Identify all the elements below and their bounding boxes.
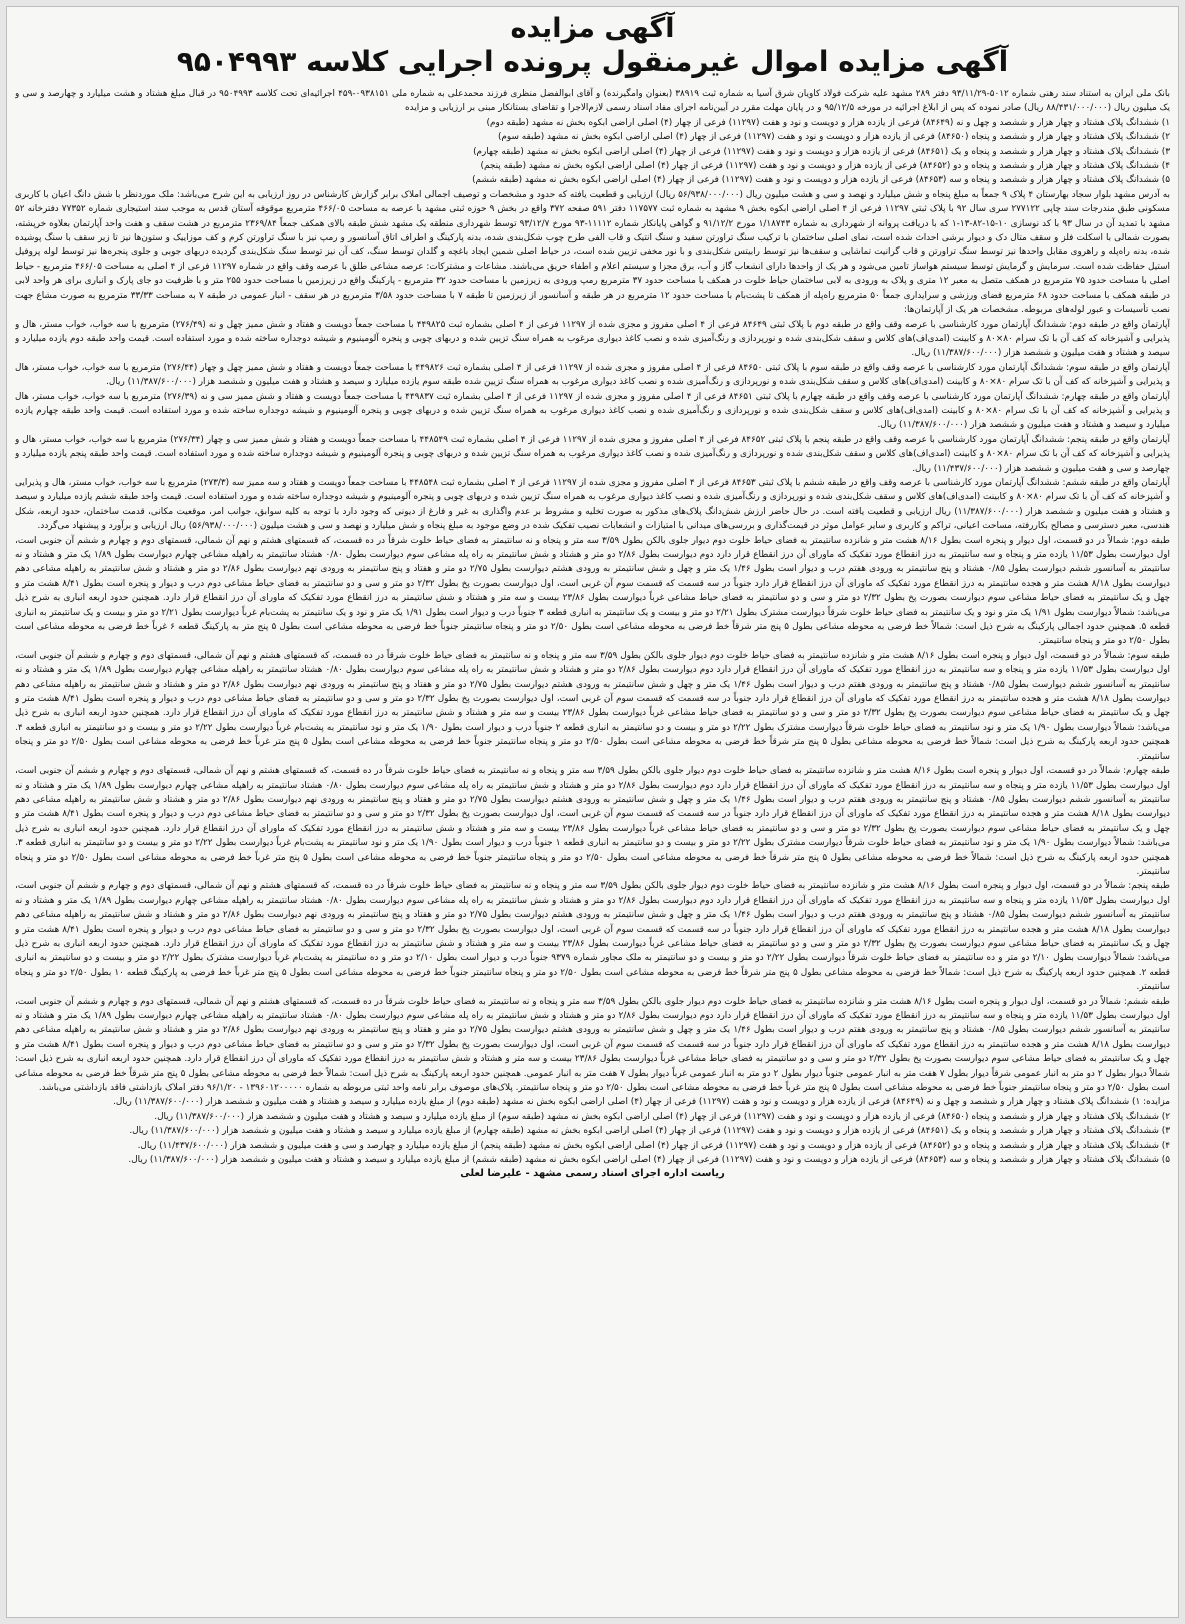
paragraph: آپارتمان واقع در طبقه ششم: ششدانگ آپارتمان مورد کارشناسی با عرصه وقف واقع در طبقه ششم با پلاک ثبتی ۸۴۶۵۳ فرعی از ۴ اصلی مفروز و مجزی شده از ۱۱۲۹۷ فرعی از ۴ اصلی بشماره ثبت ۴۴۸۵۴۸ با مساحت جمعاً دویست و هفتاد و سه ممیز سه (۲۷۳/۳) مترمربع با سه خواب، خواب مستر، هال و پذیرایی و آشپزخانه که کف آن با تک سرام ۸۰×۸۰ و کابینت (امدی‌اف)‌های کلاس و سقف شکل‌بندی شده و نورپردازی و رنگ‌آمیزی شده و نصب کاغذ دیواری مرغوب به همراه سنگ تزیین شده و دربهای چوبی و پنجره آلومینیوم و شیشه دوجداره ساخته شده و مورد استفاده است. قیمت واحد طبقه ششم یازده میلیارد و سیصد و هشتاد و هفت میلیون و ششصد هزار (۱۱/۳۸۷/۶۰۰/۰۰۰) ریال ارزیابی و قطعیت یافته است. در حال حاضر ارزش شش‌دانگ پلاک‌های مذکور به صورت تخلیه و مشروط بر عدم واگذاری به غیر و فارغ از دیونی که وجود دارد با توجه به کلیه سوابق، جوانب امر، موقعیت مکانی، قدمت ساختمان، حدود اربعه، شکل هندسی، معبر دسترسی و مصالح بکاررفته، مساحت اعیانی، تراکم و کاربری و سایر عوامل موثر در قیمت‌گذاری و بررسی‌های میدانی با امتیازات و انشعابات نصیب تفکیک شده در وضع موجود به مبلغ پنجاه و شش میلیارد و نهصد و سی و هشت میلیون (۵۶/۹۳۸/۰۰۰/۰۰۰) ریال ارزیابی و برآورد و پیشنهاد می‌گردد. (15, 477, 1170, 532)
paragraph: ۴) ششدانگ پلاک هشتاد و چهار هزار و ششصد و پنجاه و دو (۸۴۶۵۲) فرعی از یازده هزار و دویست و نود و هفت (۱۱۲۹۷) فرعی از چهار (۴) اصلی اراضی ابکوه بخش نه مشهد (طبقه پنجم) (480, 161, 1170, 172)
paragraph: ۱) ششدانگ پلاک هشتاد و چهار هزار و ششصد و چهل و نه (۸۴۶۴۹) فرعی از یازده هزار و دویست و نود و هفت (۱۱۲۹۷) فرعی از چهار (۴) اصلی اراضی ابکوه بخش نه مشهد (طبقه دوم) (486, 117, 1170, 128)
paragraph: ۵) ششدانگ پلاک هشتاد و چهار هزار و ششصد و پنجاه و سه (۸۴۶۵۳) فرعی از یازده هزار و دویست و نود و هفت (۱۱۲۹۷) فرعی از چهار (۴) اصلی اراضی ابکوه بخش نه مشهد (طبقه ششم) (472, 175, 1170, 186)
paragraph: ۴) ششدانگ پلاک هشتاد و چهار هزار و ششصد و پنجاه و دو (۸۴۶۵۲) فرعی از یازده هزار و دویست و نود و هفت (۱۱۲۹۷) فرعی از چهار (۴) اصلی اراضی ابکوه بخش نه مشهد (طبقه پنجم) از مبلغ یازده میلیارد و چهارصد و سی و هفت میلیون و ششصد هزار (۱۱/۴۳۷/۶۰۰/۰۰۰) ریال. (137, 1140, 1170, 1151)
paragraph: آپارتمان واقع در طبقه دوم: ششدانگ آپارتمان مورد کارشناسی با عرصه وقف واقع در طبقه دوم با پلاک ثبتی ۸۴۶۴۹ فرعی از ۴ اصلی مفروز و مجزی شده از ۱۱۲۹۷ فرعی از ۴ اصلی بشماره ثبت ۴۴۹۸۲۵ با مساحت جمعاً دویست و هفتاد و شش ممیز چهل و نه (۲۷۶/۴۹) مترمربع با سه خواب، خواب مستر، هال و پذیرایی و آشپزخانه که کف آن با تک سرام ۸۰×۸۰ و کابینت (امدی‌اف)‌های کلاس و سقف شکل‌بندی شده و نورپردازی و رنگ‌آمیزی شده و نصب کاغذ دیواری مرغوب به همراه سنگ تزیین شده و دربهای چوبی و پنجره آلومینیوم و شیشه دوجداره ساخته شده و مورد استفاده است. قیمت واحد طبقه دوم یازده میلیارد و سیصد و هشتاد و هفت میلیون و ششصد هزار (۱۱/۳۸۷/۶۰۰/۰۰۰) ریال. (15, 319, 1170, 359)
paragraph: به آدرس مشهد بلوار سجاد بهارستان ۴ پلاک ۹ جمعاً به مبلغ پنجاه و شش میلیارد و نهصد و سی و هشت میلیون ریال (۵۶/۹۳۸/۰۰۰/۰۰۰ ریال) ارزیابی و قطعیت یافته که حدود و مشخصات و توصیف اجمالی املاک برابر گزارش کارشناس در روز ارزیابی به این شرح می‌باشد: ملک موردنظر با شش دانگ اعیان با کاربری مسکونی طبق مندرجات سند چاپی ۲۷۷۱۲۲ سری سال ۹۲ با پلاک ثبتی ۱۱۲۹۷ فرعی از ۴ اصلی اراضی ابکوه بخش ۹ مشهد به شماره ثبت ۱۱۷۵۷۷ دفتر ۵۹۱ صفحه ۳۷۲ واقع در بخش ۹ حوزه ثبتی مشهد با عرصه به مساحت ۴۶۶/۰۵ مترمربع موقوفه آستان قدس به موجب سند استیجاری شماره ۷۷۳۵۲ دفترخانه ۵۲ مشهد با تمدید آن در سال ۹۳ با کد نوسازی ۱۰-۱۵-۸۲-۱۳-۱ که با دریافت پروانه از شهرداری به شماره ۱/۱۸۷۴۳ مورخ ۹۱/۱۲/۲ و گواهی پایانکار شماره ۱۱۱۱۲-۹۳ مورخ ۹۳/۱۲/۷ توسط شهرداری منطقه یک مشهد شش طبقه بالای همکف جمعاً ۲۳۶۹/۸۴ مترمربع در هشت سقف و هفت واحد آپارتمان بعلاوه خرپشته، بصورت شمالی با اسکلت فلز و سقف متال دک و دیوار برشی احداث شده است، نمای اصلی ساختمان با ترکیب سنگ تراورتن سفید و سنگ انتیک و قاب الفی طرح چوب شکل‌بندی شده، بدنه پارکینگ و اطراف اتاق آسانسور و رمپ نیز با سنگ تراورتن کرم و کف موزاییک و ستون‌ها نیز تا زیر سقف با سنگ پوشیده شده، بدنه راه‌پله و راهروی مقابل واحدها نیز توسط سنگ تراورتن و قاب گرانیت تماشایی و سقف‌ها نیز توسط رابیتس شکل‌بندی و با نور مخفی تزیین شده است، در حیاط اصلی شمین ایجاد باغچه و گلدان توسط سنگ، کف آن نیز توسط سنگ شکل‌بندی گردیده دربهای جوبی و جلوی پنجره‌ها نیز توسط لوله پروفیل استیل حفاظت شده است. سرمایش و گرمایش توسط سیستم هواساز تامین می‌شود و هر یک از واحدها دارای انشعاب گاز و آب، برق مجزا و سیستم اعلام و اطفاء حریق می‌باشند. مشاعات و مشترکات: عرصه مشاعی طلق با عرصه وقف واقع در شماره ۱۱۲۹۷ فرعی از ۴ اصلی به مساحت ۴۶۶/۰۵ مترمربع - حیاط اصلی با مساحت حدود ۷۵ مترمربع در همکف متصل به معبر ۱۲ متری و پلاک به ورودی به لابی ساختمان حیاط خلوت در همکف با مساحت حدود ۳۷ مترمربع رمپ ورودی به زیرزمین با مساحت حدود ۳۲ مترمربع - پارکینگ واقع در زیرزمین با مساحت حدود ۲۵۵ متر و با ظرفیت دو جای پارک و انباری برای هر واحد لابی در طبقه همکف با مساحت حدود ۶۸ مترمربع فضای ورزشی و سرایداری جمعاً ۵۰ مترمربع راه‌پله از همکف تا پشت‌بام با مساحت حدود ۱۲ مترمربع در هر طبقه و آسانسور از زیرزمین تا طبقه ۷ با مساحت حدود ۳/۵۸ مترمربع در هر سقف - انبار عمومی در طبقه ۷ به مساحت ۳۳/۳۳ مترمربع به صورت مشاع جهت نصب تأسیسات و عبور لوله‌های مربوطه. مشخصات هر یک از آپارتمان‌ها: (15, 189, 1170, 316)
paragraph: طبقه چهارم: شمالاً در دو قسمت، اول دیوار و پنجره است بطول ۸/۱۶ هشت متر و شانزده سانتیمتر به فضای حیاط خلوت دوم دیوار جلوی بالکن بطول ۳/۵۹ سه متر و پنجاه و نه سانتیمتر به فضای حیاط خلوت شرقاً در ده قسمت، که قسمتهای هشتم و نهم آن شمالی، قسمتهای دوم و چهارم و ششم آن جنوبی است، اول دیوارست بطول ۱۱/۵۳ یازده متر و پنجاه و سه سانتیمتر به درز انقطاع مورد تفکیک که ماورای آن درز انقطاع قرار دارد دوم دیوارست بطول ۲/۸۶ دو متر و هشتاد و شش سانتیمتر به راه پله مشاعی سوم دیوارست بطول ۰/۸۰ هشتاد سانتیمتر به راهپله مشاعی چهارم دیوارست بطول ۱/۸۹ یک متر و هشتاد و نه سانتیمتر به آسانسور ششم دیوارست بطول ۰/۸۵ هشتاد و پنج سانتیمتر به ورودی هفتم درب و دیوار است بطول ۱/۴۶ یک متر و چهل و شش سانتیمتر به ورودی هشتم دیوارست بطول ۲/۷۵ دو متر و هفتاد و پنج سانتیمتر به ورودی نهم دیوارست بطول ۲/۸۶ دو متر و هشتاد و شش سانتیمتر به راهپله مشاعی دهم دیوارست بطول ۸/۱۸ هشت متر و هجده سانتیمتر به درز انقطاع مورد تفکیک که ماورای آن درز انقطاع قرار دارد جنوباً در سه قسمت که قسمت سوم آن غربی است، اول دیوارست بصورت پخ بطول ۲/۳۲ دو متر و سی و دو سانتیمتر به فضای حیاط مشاعی دوم درب و دیوار و پنجره است بطول ۸/۴۱ هشت متر و چهل و یک سانتیمتر به فضای حیاط مشاعی سوم دیوارست بصورت پخ بطول ۲/۳۲ دو متر و سی و دو سانتیمتر به فضای حیاط مشاعی غرباً دیوارست بطول ۲۳/۸۶ بیست و سه متر و هشتاد و شش سانتیمتر به درز انقطاع مورد تفکیک که ماورای آن درز انقطاع قرار دارد. همچنین حدود اربعه انباری به شرح ذیل می‌باشد: شمالاً دیوارست بطول ۱/۹۰ یک متر و نود سانتیمتر به فضای حیاط خلوت شرقاً دیوارست مشترک بطول ۲/۲۲ دو متر و بیست و دو سانتیمتر به انباری قطعه ۱ جنوباً درب و دیوار است بطول ۱/۹۰ یک متر و نود سانتیمتر به پشت‌بام غرباً دیوارست بطول ۲/۲۲ دو متر و بیست و دو سانتیمتر به انباری قطعه ۳. همچنین حدود اربعه پارکینگ به شرح ذیل است: شمالاً خط فرضی به محوطه مشاعی بطول ۵ پنج متر شرقاً خط فرضی به محوطه مشاعی است بطول ۲/۵۰ دو متر و پنجاه سانتیمتر جنوباً خط فرضی به محوطه مشاعی است بطول ۵ پنج متر غرباً خط فرضی به محوطه مشاعی است بطول ۲/۵۰ دو متر و پنجاه سانتیمتر. (15, 766, 1170, 877)
paragraph: طبقه پنجم: شمالاً در دو قسمت، اول دیوار و پنجره است بطول ۸/۱۶ هشت متر و شانزده سانتیمتر به فضای حیاط خلوت دوم دیوار جلوی بالکن بطول ۳/۵۹ سه متر و پنجاه و نه سانتیمتر به فضای حیاط خلوت شرقاً در ده قسمت، که قسمتهای هشتم و نهم آن شمالی، قسمتهای دوم و چهارم و ششم آن جنوبی است، اول دیوارست بطول ۱۱/۵۳ یازده متر و پنجاه و سه سانتیمتر به درز انقطاع مورد تفکیک که ماورای آن درز انقطاع قرار دارد دوم دیوارست بطول ۲/۸۶ دو متر و هشتاد و شش سانتیمتر به راه پله مشاعی سوم دیوارست بطول ۰/۸۰ هشتاد سانتیمتر به راهپله مشاعی چهارم دیوارست بطول ۱/۸۹ یک متر و هشتاد و نه سانتیمتر به آسانسور ششم دیوارست بطول ۰/۸۵ هشتاد و پنج سانتیمتر به ورودی هفتم درب و دیوار است بطول ۱/۴۶ یک متر و چهل و شش سانتیمتر به ورودی هشتم دیوارست بطول ۲/۷۵ دو متر و هفتاد و پنج سانتیمتر به ورودی نهم دیوارست بطول ۲/۸۶ دو متر و هشتاد و شش سانتیمتر به راهپله مشاعی دهم دیوارست بطول ۸/۱۸ هشت متر و هجده سانتیمتر به درز انقطاع مورد تفکیک که ماورای آن درز انقطاع قرار دارد جنوباً در سه قسمت که قسمت سوم آن غربی است، اول دیوارست بصورت پخ بطول ۲/۳۲ دو متر و سی و دو سانتیمتر به فضای حیاط مشاعی دوم درب و دیوار و پنجره است بطول ۸/۴۱ هشت متر و چهل و یک سانتیمتر به فضای حیاط مشاعی سوم دیوارست بصورت پخ بطول ۲/۳۲ دو متر و سی و دو سانتیمتر به فضای حیاط مشاعی غرباً دیوارست بطول ۲۳/۸۶ بیست و سه متر و هشتاد و شش سانتیمتر به درز انقطاع مورد تفکیک که ماورای آن درز انقطاع قرار دارد. همچنین حدود اربعه انباری به شرح ذیل می‌باشد: شمالاً دیوارست بطول ۲/۱۰ دو متر و ده سانتیمتر به فضای حیاط خلوت شرقاً دیوارست بطول ۲/۲۲ دو متر و بیست و دو سانتیمتر به ملک مجاور شماره ۹۳۷۹ جنوباً درب و دیوار است بطول ۲/۱۰ دو متر و ده سانتیمتر به پشت‌بام غرباً دیوارست مشترک بطول ۲/۲۲ دو متر و بیست و دو سانتیمتر به انباری قطعه ۲. همچنین حدود اربعه پارکینگ به شرح ذیل است: شمالاً خط فرضی به محوطه مشاعی بطول ۵ پنج متر شرقاً خط فرضی به محوطه مشاعی است بطول ۲/۵۰ دو متر و پنجاه سانتیمتر جنوباً خط فرضی به محوطه مشاعی است بطول ۵ پنج متر غرباً خط فرضی به پارکینگ قطعه ۱۰ بطول ۲/۵۰ دو متر و پنجاه سانتیمتر. (15, 881, 1170, 993)
paragraph: مزایده: ۱) ششدانگ پلاک هشتاد و چهار هزار و ششصد و چهل و نه (۸۴۶۴۹) فرعی از یازده هزار و دویست و نود و هفت (۱۱۲۹۷) فرعی از چهار (۴) اصلی اراضی ابکوه بخش نه مشهد (طبقه دوم) از مبلغ یازده میلیارد و سیصد و هشتاد و هفت میلیون و ششصد هزار (۱۱/۳۸۷/۶۰۰/۰۰۰) ریال. (113, 1097, 1170, 1108)
paragraph: ۳) ششدانگ پلاک هشتاد و چهار هزار و ششصد و پنجاه و یک (۸۴۶۵۱) فرعی از یازده هزار و دویست و نود و هفت (۱۱۲۹۷) فرعی از چهار (۴) اصلی اراضی ابکوه بخش نه مشهد (طبقه چهارم) (473, 146, 1170, 157)
paragraph: آپارتمان واقع در طبقه سوم: ششدانگ آپارتمان مورد کارشناسی با عرصه وقف واقع در طبقه سوم با پلاک ثبتی ۸۴۶۵۰ فرعی از ۴ اصلی مفروز و مجزی شده از ۱۱۲۹۷ فرعی از ۴ اصلی بشماره ثبت ۴۴۹۸۲۶ با مساحت جمعاً دویست و هفتاد و شش ممیز چهل و چهار (۲۷۶/۴۴) مترمربع با سه خواب، خواب مستر، هال و پذیرایی و آشپزخانه که کف آن با تک سرام ۸۰×۸۰ و کابینت (امدی‌اف)‌های کلاس و سقف شکل‌بندی شده و نورپردازی و رنگ‌آمیزی شده و نصب کاغذ دیواری مرغوب به همراه سنگ تزیین شده طبقه سوم یازده میلیارد و سیصد و هشتاد و هفت میلیون و ششصد هزار (۱۱/۳۸۷/۶۰۰/۰۰۰) ریال. (15, 362, 1170, 388)
paragraph: بانک ملی ایران به استناد سند رهنی شماره ۵۰۱۲-۹۳/۱۱/۲۹ دفتر ۲۸۹ مشهد علیه شرکت فولاد کاویان شرق آسیا به شماره ثبت ۳۸۹۱۹ (بعنوان وامگیرنده) و آقای ابوالفضل منظری فرزند محمدعلی به شماره ملی ۰۹۳۸۱۵۱-۴۵۹ اجرائیه‌ای تحت کلاسه ۹۵۰۴۹۹۳ در قبال مبلغ هشتاد و هشت میلیارد و چهارصد و سی و یک میلیون ریال (۸۸/۴۳۱/۰۰۰/۰۰۰ ریال) صادر نموده که پس از ابلاغ اجرائیه در مورخه ۹۵/۱۲/۵ و در پایان مهلت مقرر در آیین‌نامه اجرای مفاد اسناد رسمی لازم‌الاجرا و تقاضای بستانکار مبنی بر ارزیابی و مزایده (15, 89, 1170, 114)
notice-body (15, 87, 1170, 1611)
paragraph: ۲) ششدانگ پلاک هشتاد و چهار هزار و ششصد و پنجاه (۸۴۶۵۰) فرعی از یازده هزار و دویست و نود و هفت (۱۱۲۹۷) فرعی از چهار (۴) اصلی اراضی ابکوه بخش نه مشهد (طبقه سوم) (497, 132, 1170, 143)
paragraph: آپارتمان واقع در طبقه چهارم: ششدانگ آپارتمان مورد کارشناسی با عرصه وقف واقع در طبقه چهارم با پلاک ثبتی ۸۴۶۵۱ فرعی از ۴ اصلی مفروز و مجزی شده از ۱۱۲۹۷ فرعی از ۴ اصلی بشماره ثبت ۴۴۹۸۳۷ با مساحت جمعاً دویست و هفتاد و شش ممیز سی و نه (۲۷۶/۳۹) مترمربع با سه خواب، خواب مستر، هال و پذیرایی و آشپزخانه که کف آن با تک سرام ۸۰×۸۰ و کابینت (امدی‌اف)‌های کلاس و سقف شکل‌بندی شده و نورپردازی و رنگ‌آمیزی شده و نصب کاغذ دیواری مرغوب به همراه سنگ تزیین شده و دربهای چوبی و پنجره آلومینیوم و شیشه دوجداره ساخته شده و مورد استفاده است. قیمت واحد طبقه چهارم یازده میلیارد و سیصد و هشتاد و هفت میلیون و ششصد هزار (۱۱/۳۸۷/۶۰۰/۰۰۰) ریال. (15, 391, 1170, 431)
paragraph: طبقه دوم: شمالاً در دو قسمت، اول دیوار و پنجره است بطول ۸/۱۶ هشت متر و شانزده سانتیمتر به فضای حیاط خلوت دوم دیوار جلوی بالکن بطول ۳/۵۹ سه متر و پنجاه و نه سانتیمتر به فضای حیاط خلوت شرقاً در ده قسمت، که قسمتهای هشتم و نهم آن شمالی، قسمتهای دوم و چهارم و ششم آن جنوبی است، اول دیوارست بطول ۱۱/۵۳ یازده متر و پنجاه و سه سانتیمتر به درز انقطاع مورد تفکیک که ماورای آن درز انقطاع قرار دارد دوم دیوارست بطول ۲/۸۶ دو متر و هشتاد و شش سانتیمتر به راه پله مشاعی سوم دیوارست بطول ۰/۸۰ هشتاد سانتیمتر به راهپله مشاعی چهارم دیوارست بطول ۱/۸۹ یک متر و هشتاد و نه سانتیمتر به آسانسور ششم دیوارست بطول ۰/۸۵ هشتاد و پنج سانتیمتر به ورودی هفتم درب و دیوار است بطول ۱/۴۶ یک متر و چهل و شش سانتیمتر به ورودی هشتم دیوارست بطول ۲/۷۵ دو متر و هفتاد و پنج سانتیمتر به ورودی نهم دیوارست بطول ۲/۸۶ دو متر و هشتاد و شش سانتیمتر به راهپله مشاعی دهم دیوارست بطول ۸/۱۸ هشت متر و هجده سانتیمتر به درز انقطاع مورد تفکیک که ماورای آن درز انقطاع قرار دارد جنوباً در سه قسمت که قسمت سوم آن غربی است، اول دیوارست بصورت پخ بطول ۲/۳۲ دو متر و سی و دو سانتیمتر به فضای حیاط مشاعی دوم درب و دیوار و پنجره است بطول ۸/۴۱ هشت متر و چهل و یک سانتیمتر به فضای حیاط مشاعی سوم دیوارست بصورت پخ بطول ۲/۳۲ دو متر و سی و دو سانتیمتر به فضای حیاط مشاعی غرباً دیوارست بطول ۲۳/۸۶ بیست و سه متر و هشتاد و شش سانتیمتر به درز انقطاع مورد تفکیک که ماورای آن درز انقطاع قرار دارد. همچنین حدود اربعه انباری به شرح ذیل می‌باشد: شمالاً دیوارست بطول ۱/۹۱ یک متر و نود و یک سانتیمتر به فضای حیاط خلوت شرقاً دیوارست مشترک بطول ۲/۲۱ دو متر و بیست و یک سانتیمتر به انباری قطعه ۳ جنوباً درب و دیوار است بطول ۱/۹۱ یک متر و نود و یک سانتیمتر به پشت‌بام غرباً دیوارست بطول ۲/۲۱ دو متر و بیست و یک سانتیمتر به انباری قطعه ۵. همچنین حدود اجمالی پارکینگ به شرح ذیل است: شمالاً خط فرضی به محوطه مشاعی بطول ۵ پنج متر شرقاً خط فرضی به محوطه مشاعی است بطول ۲/۵۰ دو متر و پنجاه سانتیمتر جنوباً خط فرضی به محوطه مشاعی است بطول ۵ پنج متر به پارکینگ قطعه ۶ غرباً خط فرضی به محوطه مشاعی است بطول ۲/۵۰ دو متر و پنجاه سانتیمتر. (15, 535, 1170, 647)
paragraph: ۳) ششدانگ پلاک هشتاد و چهار هزار و ششصد و پنجاه و یک (۸۴۶۵۱) فرعی از یازده هزار و دویست و نود و هفت (۱۱۲۹۷) فرعی از چهار (۴) اصلی اراضی ابکوه بخش نه مشهد (طبقه چهارم) از مبلغ یازده میلیارد و سیصد و هشتاد و هفت میلیون و ششصد هزار (۱۱/۳۸۷/۶۰۰/۰۰۰) ریال. (129, 1126, 1170, 1137)
notice-subtitle: آگهی مزایده اموال غیرمنقول پرونده اجرایی کلاسه ۹۵۰۴۹۹۳ (176, 45, 1009, 78)
paragraph: ۵) ششدانگ پلاک هشتاد و چهار هزار و ششصد و پنجاه و سه (۸۴۶۵۳) فرعی از یازده هزار و دویست و نود و هفت (۱۱۲۹۷) فرعی از چهار (۴) اصلی اراضی ابکوه بخش نه مشهد (طبقه ششم) از مبلغ یازده میلیارد و سیصد و هشتاد و هفت میلیون و ششصد هزار (۱۱/۳۸۷/۶۰۰/۰۰۰) ریال. (128, 1155, 1170, 1166)
paragraph: آپارتمان واقع در طبقه پنجم: ششدانگ آپارتمان مورد کارشناسی با عرصه وقف واقع در طبقه پنجم با پلاک ثبتی ۸۴۶۵۲ فرعی از ۴ اصلی مفروز و مجزی شده از ۱۱۲۹۷ فرعی از ۴ اصلی بشماره ثبت ۴۴۸۵۴۹ با مساحت جمعاً دویست و هفتاد و شش ممیز سی و چهار (۲۷۶/۳۴) مترمربع با سه خواب، خواب مستر، هال و پذیرایی و آشپزخانه که کف آن با تک سرام ۸۰×۸۰ و کابینت (امدی‌اف)‌های کلاس و سقف شکل‌بندی شده و نورپردازی و رنگ‌آمیزی شده و نصب کاغذ دیواری مرغوب به همراه سنگ تزیین شده و دربهای چوبی و پنجره آلومینیوم و شیشه دوجداره ساخته شده و مورد استفاده است. قیمت واحد طبقه پنجم یازده میلیارد و چهارصد و سی و هفت میلیون و ششصد هزار (۱۱/۴۳۷/۶۰۰/۰۰۰) ریال. (15, 434, 1170, 474)
signature-line: ریاست اداره اجرای اسناد رسمی مشهد - علیرضا لعلی (460, 1168, 725, 1180)
paragraph: طبقه ششم: شمالاً در دو قسمت، اول دیوار و پنجره است بطول ۸/۱۶ هشت متر و شانزده سانتیمتر به فضای حیاط خلوت دوم دیوار جلوی بالکن بطول ۳/۵۹ سه متر و پنجاه و نه سانتیمتر به فضای حیاط خلوت شرقاً در ده قسمت، که قسمتهای هشتم و نهم آن شمالی، قسمتهای دوم و چهارم و ششم آن جنوبی است، اول دیوارست بطول ۱۱/۵۳ یازده متر و پنجاه و سه سانتیمتر به درز انقطاع مورد تفکیک که ماورای آن درز انقطاع قرار دارد دوم دیوارست بطول ۲/۸۶ دو متر و هشتاد و شش سانتیمتر به راه پله مشاعی سوم دیوارست بطول ۰/۸۰ هشتاد سانتیمتر به راهپله مشاعی چهارم دیوارست بطول ۱/۸۹ یک متر و هشتاد و نه سانتیمتر به آسانسور ششم دیوارست بطول ۰/۸۵ هشتاد و پنج سانتیمتر به ورودی هفتم درب و دیوار است بطول ۱/۴۶ یک متر و چهل و شش سانتیمتر به ورودی هشتم دیوارست بطول ۲/۷۵ دو متر و هفتاد و پنج سانتیمتر به ورودی نهم دیوارست بطول ۲/۸۶ دو متر و هشتاد و شش سانتیمتر به راهپله مشاعی دهم دیوارست بطول ۸/۱۸ هشت متر و هجده سانتیمتر به درز انقطاع مورد تفکیک که ماورای آن درز انقطاع قرار دارد جنوباً در سه قسمت که قسمت سوم آن غربی است، اول دیوارست بصورت پخ بطول ۲/۳۲ دو متر و سی و دو سانتیمتر به فضای حیاط مشاعی دوم درب و دیوار و پنجره است بطول ۸/۴۱ هشت متر و چهل و یک سانتیمتر به فضای حیاط مشاعی سوم دیوارست بصورت پخ بطول ۲/۳۲ دو متر و سی و دو سانتیمتر به فضای حیاط مشاعی غرباً دیوارست بطول ۲۳/۸۶ بیست و سه متر و هشتاد و شش سانتیمتر به درز انقطاع مورد تفکیک که ماورای آن درز انقطاع قرار دارد. همچنین حدود اربعه انباری به شرح ذیل است: شمالاً دیوار بطول ۲ دو متر به انبار عمومی شرقاً دیوار بطول ۷ هفت متر به انبار عمومی جنوباً دیوار بطول ۲ دو متر به انبار عمومی غرباً دیوار بطول ۷ هفت متر به انبار عمومی. همچنین حدود اربعه پارکینگ به شرح ذیل است: شمالاً خط فرضی به محوطه مشاعی بطول ۵ پنج متر شرقاً خط فرضی به محوطه مشاعی است بطول ۲/۵۰ دو متر و پنجاه سانتیمتر جنوباً خط فرضی به محوطه مشاعی است بطول ۵ پنج متر غرباً خط فرضی به محوطه مشاعی است بطول ۲/۵۰ دو متر و پنجاه سانتیمتر. پلاک‌های موصوف برابر نامه واحد ثبتی مربوطه به شماره ۱۳۹۶۰۱۲۰۰۰۰۰ - ۹۶/۱/۲۰ دفتر املاک بازداشتی فاقد بازداشتی می‌باشد. (15, 996, 1170, 1094)
notice-page (6, 6, 1179, 1618)
paragraph: طبقه سوم: شمالاً در دو قسمت، اول دیوار و پنجره است بطول ۸/۱۶ هشت متر و شانزده سانتیمتر به فضای حیاط خلوت دوم دیوار جلوی بالکن بطول ۳/۵۹ سه متر و پنجاه و نه سانتیمتر به فضای حیاط خلوت شرقاً در ده قسمت، که قسمتهای هشتم و نهم آن شمالی، قسمتهای دوم و چهارم و ششم آن جنوبی است، اول دیوارست بطول ۱۱/۵۳ یازده متر و پنجاه و سه سانتیمتر به درز انقطاع مورد تفکیک که ماورای آن درز انقطاع قرار دارد دوم دیوارست بطول ۲/۸۶ دو متر و هشتاد و شش سانتیمتر به راه پله مشاعی سوم دیوارست بطول ۰/۸۰ هشتاد سانتیمتر به راهپله مشاعی چهارم دیوارست بطول ۱/۸۹ یک متر و هشتاد و نه سانتیمتر به آسانسور ششم دیوارست بطول ۰/۸۵ هشتاد و پنج سانتیمتر به ورودی هفتم درب و دیوار است بطول ۱/۴۶ یک متر و چهل و شش سانتیمتر به ورودی هشتم دیوارست بطول ۲/۷۵ دو متر و هفتاد و پنج سانتیمتر به ورودی نهم دیوارست بطول ۲/۸۶ دو متر و هشتاد و شش سانتیمتر به راهپله مشاعی دهم دیوارست بطول ۸/۱۸ هشت متر و هجده سانتیمتر به درز انقطاع مورد تفکیک که ماورای آن درز انقطاع قرار دارد جنوباً در سه قسمت که قسمت سوم آن غربی است، اول دیوارست بصورت پخ بطول ۲/۳۲ دو متر و سی و دو سانتیمتر به فضای حیاط مشاعی دوم درب و دیوار و پنجره است بطول ۸/۴۱ هشت متر و چهل و یک سانتیمتر به فضای حیاط مشاعی سوم دیوارست بصورت پخ بطول ۲/۳۲ دو متر و سی و دو سانتیمتر به فضای حیاط مشاعی غرباً دیوارست بطول ۲۳/۸۶ بیست و سه متر و هشتاد و شش سانتیمتر به درز انقطاع مورد تفکیک که ماورای آن درز انقطاع قرار دارد. همچنین حدود اربعه انباری به شرح ذیل می‌باشد: شمالاً دیوارست بطول ۱/۹۰ یک متر و نود سانتیمتر به فضای حیاط خلوت شرقاً دیوارست مشترک بطول ۲/۲۲ دو متر و بیست و دو سانتیمتر به انباری قطعه ۲ جنوباً درب و دیوار است بطول ۱/۹۰ یک متر و نود سانتیمتر به پشت‌بام غرباً دیوارست بطول ۲/۲۲ دو متر و بیست و دو سانتیمتر به انباری قطعه ۴. همچنین حدود اربعه پارکینگ به شرح ذیل است: شمالاً خط فرضی به محوطه مشاعی بطول ۵ پنج متر شرقاً خط فرضی به محوطه مشاعی است بطول ۲/۵۰ دو متر و پنجاه سانتیمتر جنوباً خط فرضی به محوطه مشاعی است بطول ۵ پنج متر غرباً خط فرضی به محوطه مشاعی است بطول ۲/۵۰ دو متر و پنجاه سانتیمتر. (15, 650, 1170, 762)
paragraph: ۲) ششدانگ پلاک هشتاد و چهار هزار و ششصد و پنجاه (۸۴۶۵۰) فرعی از یازده هزار و دویست و نود و هفت (۱۱۲۹۷) فرعی از چهار (۴) اصلی اراضی ابکوه بخش نه مشهد (طبقه سوم) از مبلغ یازده میلیارد و سیصد و هشتاد و هفت میلیون و ششصد هزار (۱۱/۳۸۷/۶۰۰/۰۰۰) ریال. (154, 1111, 1170, 1122)
notice-title: آگهی مزایده (510, 13, 675, 44)
